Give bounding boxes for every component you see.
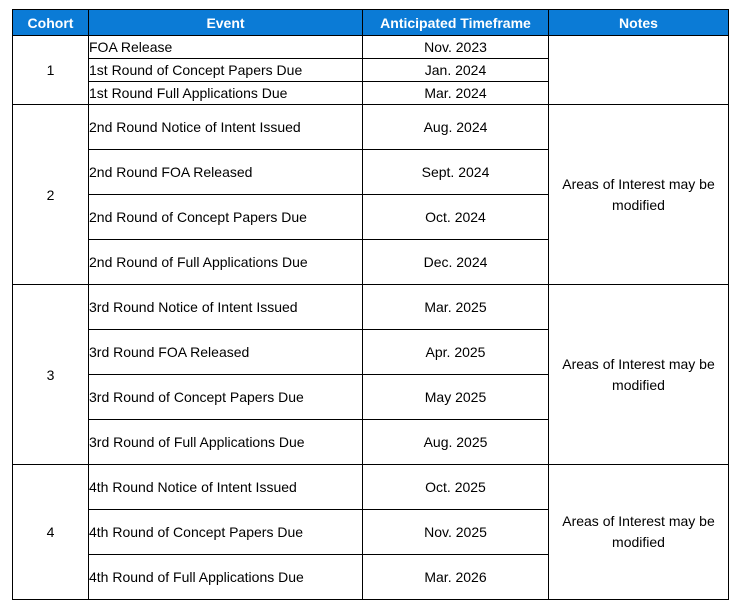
schedule-table	[12, 9, 729, 600]
timeframe-cell: May 2025	[363, 375, 549, 420]
timeframe-cell: Aug. 2025	[363, 420, 549, 465]
notes-cell	[549, 36, 729, 105]
timeframe-cell: Oct. 2025	[363, 465, 549, 510]
cohort-cell: 3	[13, 285, 89, 465]
timeframe-cell: Mar. 2026	[363, 555, 549, 600]
event-cell: 2nd Round of Full Applications Due	[89, 240, 363, 285]
header-row	[13, 10, 729, 36]
table-row	[13, 285, 729, 330]
event-cell: 4th Round Notice of Intent Issued	[89, 465, 363, 510]
event-cell: 1st Round of Concept Papers Due	[89, 59, 363, 82]
event-cell: 4th Round of Concept Papers Due	[89, 510, 363, 555]
event-cell: FOA Release	[89, 36, 363, 59]
table-header	[13, 10, 729, 36]
table-body	[13, 36, 729, 600]
event-cell: 3rd Round of Concept Papers Due	[89, 375, 363, 420]
cohort-cell: 2	[13, 105, 89, 285]
notes-cell: Areas of Interest may be modified	[549, 465, 729, 600]
table-row	[13, 465, 729, 510]
notes-cell: Areas of Interest may be modified	[549, 285, 729, 465]
event-cell: 2nd Round Notice of Intent Issued	[89, 105, 363, 150]
header-timeframe: Anticipated Timeframe	[363, 10, 549, 36]
cohort-cell: 1	[13, 36, 89, 105]
timeframe-cell: Oct. 2024	[363, 195, 549, 240]
timeframe-cell: Apr. 2025	[363, 330, 549, 375]
event-cell: 3rd Round Notice of Intent Issued	[89, 285, 363, 330]
event-cell: 3rd Round of Full Applications Due	[89, 420, 363, 465]
timeframe-cell: Jan. 2024	[363, 59, 549, 82]
timeframe-cell: Mar. 2024	[363, 82, 549, 105]
event-cell: 2nd Round of Concept Papers Due	[89, 195, 363, 240]
timeframe-cell: Sept. 2024	[363, 150, 549, 195]
timeframe-cell: Aug. 2024	[363, 105, 549, 150]
event-cell: 3rd Round FOA Released	[89, 330, 363, 375]
event-cell: 4th Round of Full Applications Due	[89, 555, 363, 600]
header-event: Event	[89, 10, 363, 36]
timeframe-cell: Dec. 2024	[363, 240, 549, 285]
header-notes: Notes	[549, 10, 729, 36]
timeframe-cell: Mar. 2025	[363, 285, 549, 330]
table-row	[13, 36, 729, 59]
timeframe-cell: Nov. 2023	[363, 36, 549, 59]
header-cohort: Cohort	[13, 10, 89, 36]
event-cell: 1st Round Full Applications Due	[89, 82, 363, 105]
table-row	[13, 105, 729, 150]
notes-cell: Areas of Interest may be modified	[549, 105, 729, 285]
event-cell: 2nd Round FOA Released	[89, 150, 363, 195]
timeframe-cell: Nov. 2025	[363, 510, 549, 555]
cohort-cell: 4	[13, 465, 89, 600]
